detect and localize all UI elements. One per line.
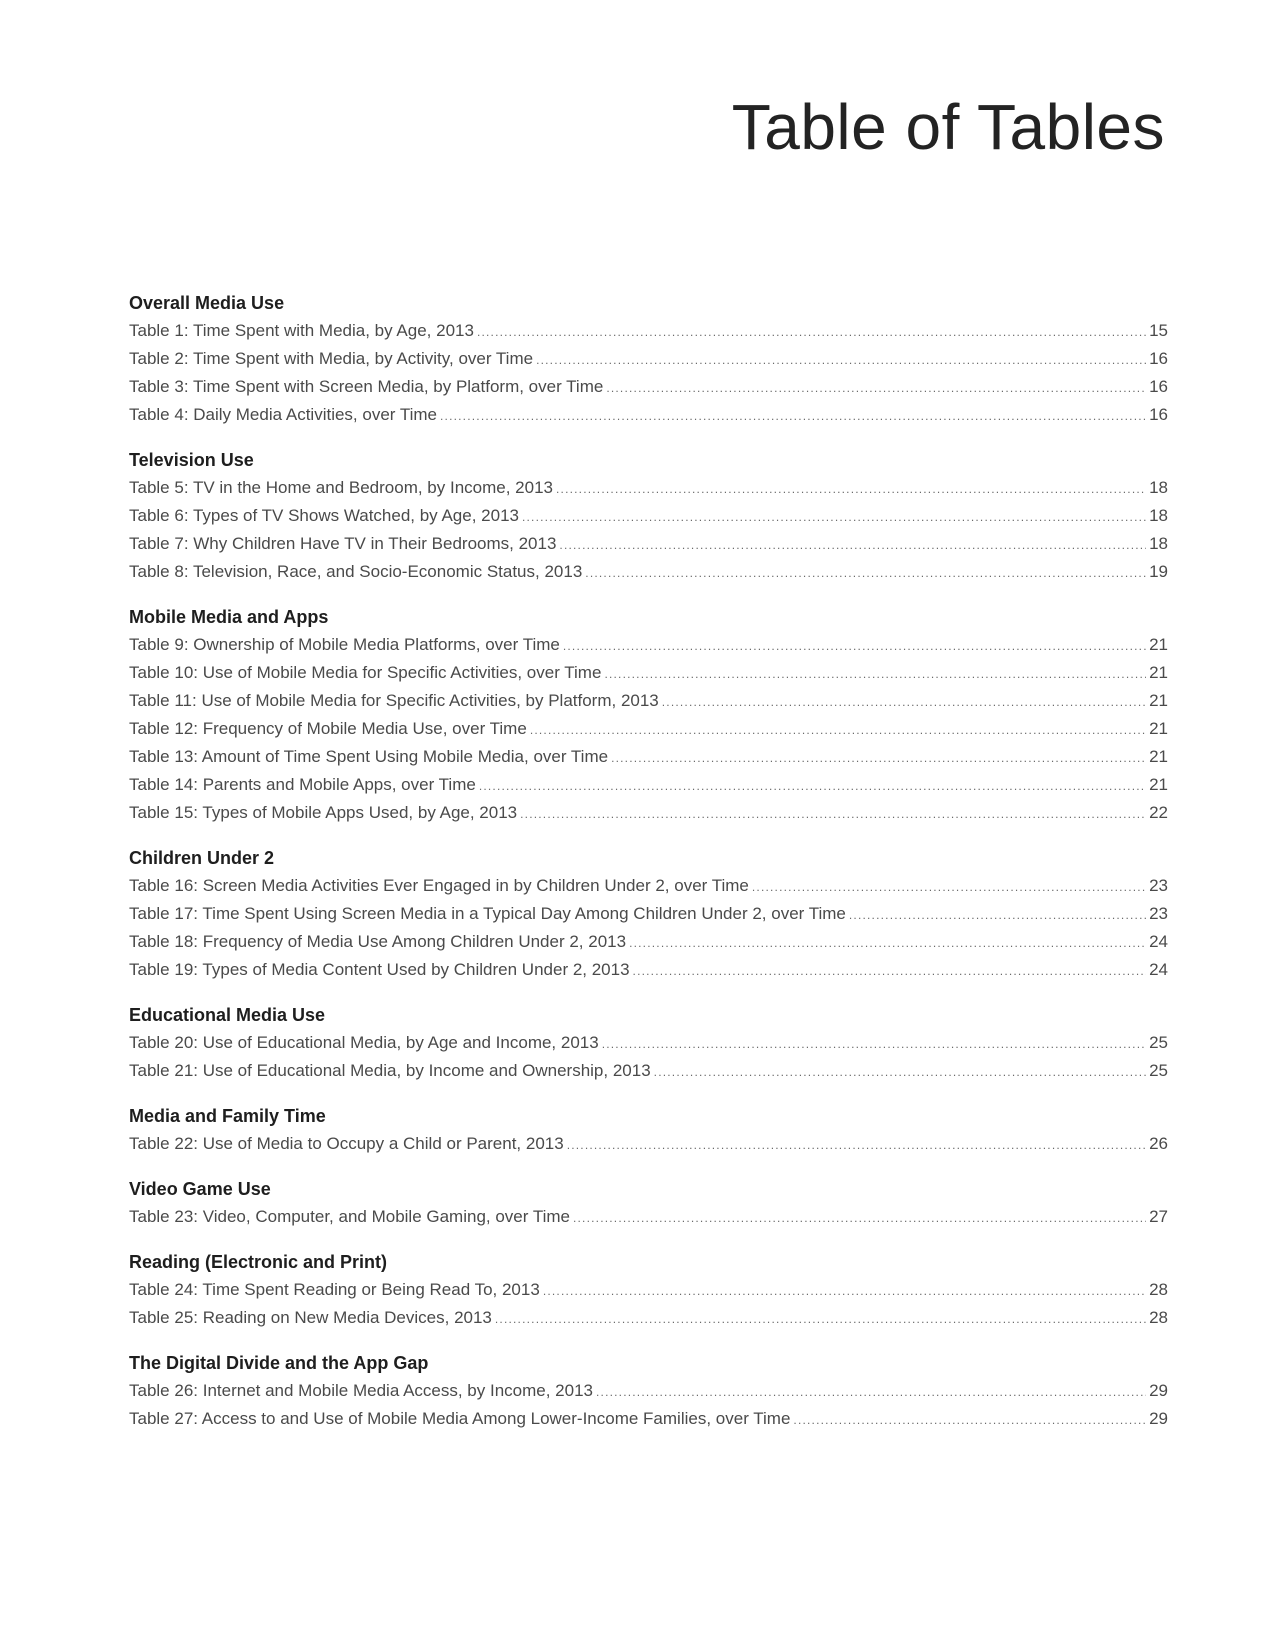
entry-page-number: 21 bbox=[1149, 635, 1168, 654]
entry-page-number: 29 bbox=[1149, 1409, 1168, 1428]
entry-page-number: 18 bbox=[1149, 534, 1168, 553]
entry-page-number: 23 bbox=[1149, 876, 1168, 895]
dot-leader bbox=[849, 901, 1146, 929]
toc-section bbox=[129, 1002, 1168, 1085]
entry-page-number: 21 bbox=[1149, 719, 1168, 738]
dot-leader bbox=[752, 873, 1146, 901]
toc-entry[interactable] bbox=[129, 373, 1168, 401]
entry-page-number: 23 bbox=[1149, 904, 1168, 923]
toc-section bbox=[129, 447, 1168, 586]
section-heading: Educational Media Use bbox=[129, 1005, 326, 1025]
toc-entry[interactable] bbox=[129, 1130, 1168, 1158]
entry-title: Table 10: Use of Mobile Media for Specific Activities, over Time bbox=[129, 663, 602, 682]
entry-page-number: 16 bbox=[1149, 405, 1168, 424]
toc-entry[interactable] bbox=[129, 956, 1168, 984]
entry-title: Table 2: Time Spent with Media, by Activity, over Time bbox=[129, 349, 534, 368]
section-heading: Overall Media Use bbox=[129, 293, 285, 313]
toc-entry[interactable] bbox=[129, 317, 1168, 345]
entry-page-number: 18 bbox=[1149, 478, 1168, 497]
dot-leader bbox=[633, 957, 1147, 985]
entry-page-number: 21 bbox=[1149, 691, 1168, 710]
entry-page-number: 28 bbox=[1149, 1308, 1168, 1327]
toc-entry[interactable] bbox=[129, 659, 1168, 687]
dot-leader bbox=[559, 531, 1146, 559]
entry-title: Table 18: Frequency of Media Use Among Children Under 2, 2013 bbox=[129, 932, 627, 951]
toc-entry[interactable] bbox=[129, 401, 1168, 429]
entry-page-number: 24 bbox=[1149, 960, 1168, 979]
entry-title: Table 5: TV in the Home and Bedroom, by Income, 2013 bbox=[129, 478, 553, 497]
entry-title: Table 27: Access to and Use of Mobile Media Among Lower-Income Families, over Time bbox=[129, 1409, 791, 1428]
section-heading: Television Use bbox=[129, 450, 254, 470]
entry-title: Table 23: Video, Computer, and Mobile Gaming, over Time bbox=[129, 1207, 570, 1226]
dot-leader bbox=[520, 800, 1146, 828]
dot-leader bbox=[662, 688, 1146, 716]
dot-leader bbox=[596, 1378, 1146, 1406]
toc-entry[interactable] bbox=[129, 474, 1168, 502]
entry-page-number: 21 bbox=[1149, 747, 1168, 766]
toc-entry[interactable] bbox=[129, 1304, 1168, 1332]
entry-title: Table 3: Time Spent with Screen Media, by Platform, over Time bbox=[129, 377, 604, 396]
entry-page-number: 29 bbox=[1149, 1381, 1168, 1400]
entry-title: Table 9: Ownership of Mobile Media Platforms, over Time bbox=[129, 635, 560, 654]
entry-title: Table 12: Frequency of Mobile Media Use, over Time bbox=[129, 719, 527, 738]
entry-title: Table 11: Use of Mobile Media for Specific Activities, by Platform, 2013 bbox=[129, 691, 659, 710]
toc-entry[interactable] bbox=[129, 1377, 1168, 1405]
toc-entry[interactable] bbox=[129, 872, 1168, 900]
dot-leader bbox=[556, 475, 1146, 503]
toc-section bbox=[129, 290, 1168, 429]
dot-leader bbox=[604, 660, 1146, 688]
dot-leader bbox=[654, 1058, 1146, 1086]
entry-title: Table 13: Amount of Time Spent Using Mobile Media, over Time bbox=[129, 747, 609, 766]
entry-page-number: 22 bbox=[1149, 803, 1168, 822]
toc-entry[interactable] bbox=[129, 631, 1168, 659]
entry-title: Table 1: Time Spent with Media, by Age, 2013 bbox=[129, 321, 474, 340]
section-heading: Mobile Media and Apps bbox=[129, 607, 329, 627]
dot-leader bbox=[585, 559, 1146, 587]
entry-page-number: 25 bbox=[1149, 1033, 1168, 1052]
dot-leader bbox=[543, 1277, 1146, 1305]
toc-entry[interactable] bbox=[129, 715, 1168, 743]
entry-title: Table 17: Time Spent Using Screen Media in a Typical Day Among Children Under 2, over Time bbox=[129, 904, 846, 923]
toc-entry[interactable] bbox=[129, 771, 1168, 799]
entry-page-number: 18 bbox=[1149, 506, 1168, 525]
toc-entry[interactable] bbox=[129, 1057, 1168, 1085]
dot-leader bbox=[479, 772, 1146, 800]
entry-title: Table 20: Use of Educational Media, by Age and Income, 2013 bbox=[129, 1033, 599, 1052]
entry-page-number: 26 bbox=[1149, 1134, 1168, 1153]
toc-entry[interactable] bbox=[129, 799, 1168, 827]
toc-entry[interactable] bbox=[129, 687, 1168, 715]
entry-title: Table 14: Parents and Mobile Apps, over Time bbox=[129, 775, 476, 794]
toc-entry[interactable] bbox=[129, 1276, 1168, 1304]
dot-leader bbox=[629, 929, 1146, 957]
table-of-tables-list bbox=[129, 290, 1168, 1451]
entry-title: Table 8: Television, Race, and Socio-Economic Status, 2013 bbox=[129, 562, 583, 581]
section-heading: Children Under 2 bbox=[129, 848, 275, 868]
toc-section bbox=[129, 1249, 1168, 1332]
toc-entry[interactable] bbox=[129, 502, 1168, 530]
dot-leader bbox=[530, 716, 1146, 744]
entry-title: Table 6: Types of TV Shows Watched, by Age, 2013 bbox=[129, 506, 519, 525]
toc-entry[interactable] bbox=[129, 345, 1168, 373]
entry-page-number: 28 bbox=[1149, 1280, 1168, 1299]
dot-leader bbox=[440, 402, 1146, 430]
entry-title: Table 26: Internet and Mobile Media Access, by Income, 2013 bbox=[129, 1381, 593, 1400]
toc-section bbox=[129, 1176, 1168, 1231]
toc-section bbox=[129, 845, 1168, 984]
dot-leader bbox=[611, 744, 1146, 772]
section-heading: Video Game Use bbox=[129, 1179, 271, 1199]
entry-page-number: 27 bbox=[1149, 1207, 1168, 1226]
entry-title: Table 15: Types of Mobile Apps Used, by Age, 2013 bbox=[129, 803, 518, 822]
dot-leader bbox=[477, 318, 1146, 346]
toc-entry[interactable] bbox=[129, 900, 1168, 928]
toc-entry[interactable] bbox=[129, 1203, 1168, 1231]
toc-entry[interactable] bbox=[129, 928, 1168, 956]
entry-page-number: 19 bbox=[1149, 562, 1168, 581]
entry-page-number: 16 bbox=[1149, 377, 1168, 396]
entry-title: Table 24: Time Spent Reading or Being Read To, 2013 bbox=[129, 1280, 540, 1299]
entry-title: Table 4: Daily Media Activities, over Time bbox=[129, 405, 438, 424]
toc-entry[interactable] bbox=[129, 530, 1168, 558]
entry-page-number: 21 bbox=[1149, 663, 1168, 682]
entry-title: Table 25: Reading on New Media Devices, 2013 bbox=[129, 1308, 492, 1327]
toc-section bbox=[129, 1350, 1168, 1433]
entry-page-number: 16 bbox=[1149, 349, 1168, 368]
section-heading: Reading (Electronic and Print) bbox=[129, 1252, 388, 1272]
dot-leader bbox=[567, 1131, 1146, 1159]
dot-leader bbox=[606, 374, 1146, 402]
section-heading: The Digital Divide and the App Gap bbox=[129, 1353, 429, 1373]
page-title: Table of Tables bbox=[731, 91, 1165, 163]
entry-page-number: 25 bbox=[1149, 1061, 1168, 1080]
section-heading: Media and Family Time bbox=[129, 1106, 326, 1126]
entry-title: Table 19: Types of Media Content Used by Children Under 2, 2013 bbox=[129, 960, 630, 979]
toc-section bbox=[129, 604, 1168, 827]
dot-leader bbox=[522, 503, 1146, 531]
toc-entry[interactable] bbox=[129, 743, 1168, 771]
toc-entry[interactable] bbox=[129, 1029, 1168, 1057]
entry-title: Table 22: Use of Media to Occupy a Child or Parent, 2013 bbox=[129, 1134, 564, 1153]
entry-title: Table 7: Why Children Have TV in Their Bedrooms, 2013 bbox=[129, 534, 557, 553]
entry-title: Table 21: Use of Educational Media, by Income and Ownership, 2013 bbox=[129, 1061, 651, 1080]
toc-section bbox=[129, 1103, 1168, 1158]
dot-leader bbox=[563, 632, 1146, 660]
entry-title: Table 16: Screen Media Activities Ever Engaged in by Children Under 2, over Time bbox=[129, 876, 749, 895]
dot-leader bbox=[793, 1406, 1146, 1434]
dot-leader bbox=[573, 1204, 1146, 1232]
entry-page-number: 15 bbox=[1149, 321, 1168, 340]
dot-leader bbox=[495, 1305, 1146, 1333]
dot-leader bbox=[602, 1030, 1146, 1058]
dot-leader bbox=[536, 346, 1146, 374]
toc-entry[interactable] bbox=[129, 558, 1168, 586]
entry-page-number: 21 bbox=[1149, 775, 1168, 794]
toc-entry[interactable] bbox=[129, 1405, 1168, 1433]
entry-page-number: 24 bbox=[1149, 932, 1168, 951]
